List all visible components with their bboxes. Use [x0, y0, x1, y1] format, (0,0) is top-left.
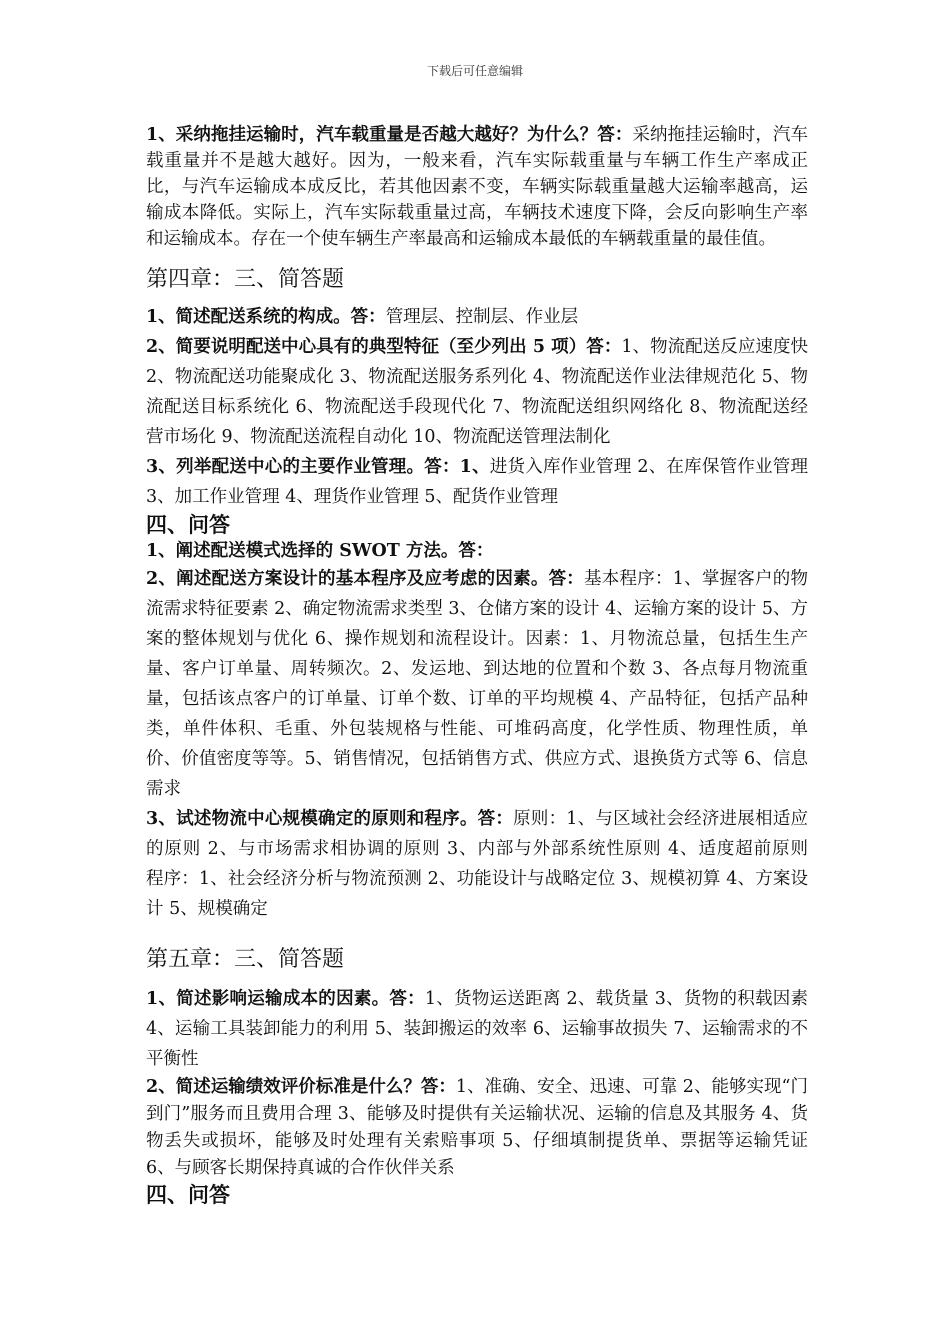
answer-text: 基本程序：1、掌握客户的物流需求特征要素 2、确定物流需求类型 3、仓储方案的设计 4、运输方案的设计 5、方案的整体规划与优化 6、操作规划和流程设计。因素：1、月物流总量，包括生生产量、客户订单量、周转频次。2、发运地、到达地的位置和个数 3、各点每月物流重量，包括该点客户的订单量、订单个数、订单的平均规模 4、产品特征，包括产品种类，单件体积、毛重、外包装规格与性能、可堆码高度，化学性质、物理性质，单价、价值密度等等。5、销售情况，包括销售方式、供应方式、退换货方式等 6、信息需求: [146, 569, 808, 799]
answer-text: 管理层、控制层、作业层: [385, 307, 579, 327]
question-text: 1、简述影响运输成本的因素。答：: [146, 989, 425, 1009]
question-text: 2、简要说明配送中心具有的典型特征（至少列出 5 项）答：: [146, 337, 622, 357]
answer-text: 采纳拖挂运输时，汽车载重量并不是越大越好。因为，一般来看，汽车实际载重量与车辆工作生产率成正比，与汽车运输成本成反比，若其他因素不变，车辆实际载重量越大运输率越高，运输成本降低。实际上，汽车实际载重量过高，车辆技术速度下降，会反向影响生产率和运输成本。存在一个使车辆生产率最高和运输成本最低的车辆载重量的最佳值。: [146, 125, 808, 249]
section-heading: 四、问答: [146, 512, 230, 537]
question-text: 2、简述运输绩效评价标准是什么？答：: [146, 1077, 456, 1097]
answer-text: 进货入库作业管理 2、在库保管作业管理 3、加工作业管理 4、理货作业管理 5、配货作业管理: [146, 457, 808, 507]
document-body: [146, 122, 826, 1208]
question-text: 2、阐述配送方案设计的基本程序及应考虑的因素。答：: [146, 569, 585, 589]
question-block: [146, 122, 808, 252]
answer-text: 1、物流配送反应速度快 2、物流配送功能聚成化 3、物流配送服务系列化 4、物流配送作业法律规范化 5、物流配送目标系统化 6、物流配送手段现代化 7、物流配送组织网络化 8、物流配送经营市场化 9、物流配送流程自动化 10、物流配送管理法制化: [146, 337, 808, 447]
question-block: [146, 302, 808, 332]
question-text: 3、列举配送中心的主要作业管理。答：1、: [146, 457, 490, 477]
question-block: [146, 564, 808, 804]
page-header: 下载后可任意编辑: [426, 64, 523, 78]
answer-text: 1、准确、安全、迅速、可靠 2、能够实现“门到门”服务而且费用合理 3、能够及时提供有关运输状况、运输的信息及其服务 4、货物丢失或损坏，能够及时处理有关索赔事项 5、仔细填制提货单、票据等运输凭证 6、与顾客长期保持真诚的合作伙伴关系: [146, 1077, 808, 1178]
question-block: [146, 984, 808, 1074]
answer-text: 1、货物运送距离 2、载货量 3、货物的积载因素 4、运输工具装卸能力的利用 5、装卸搬运的效率 6、运输事故损失 7、运输需求的不平衡性: [146, 989, 808, 1069]
question-text: 1、简述配送系统的构成。答：: [146, 307, 386, 327]
answer-text: 原则：1、与区域社会经济进展相适应的原则 2、与市场需求相协调的原则 3、内部与外部系统性原则 4、适度超前原则 程序：1、社会经济分析与物流预测 2、功能设计与战略定位 3、规模初算 4、方案设计 5、规模确定: [146, 809, 826, 919]
chapter-heading: 第五章：三、简答题: [146, 947, 345, 972]
question-block: [146, 452, 808, 512]
question-block: [146, 1074, 808, 1182]
question-block: [146, 332, 808, 452]
question-block: [146, 804, 826, 924]
question-text: 1、阐述配送模式选择的 SWOT 方法。答：: [146, 541, 494, 561]
section-heading: 四、问答: [146, 1182, 230, 1207]
question-text: 3、试述物流中心规模确定的原则和程序。答：: [146, 809, 514, 829]
question-text: 1、采纳拖挂运输时，汽车载重量是否越大越好？为什么？答：: [146, 125, 633, 145]
question-block: [146, 538, 808, 564]
chapter-heading: 第四章：三、简答题: [146, 267, 345, 292]
